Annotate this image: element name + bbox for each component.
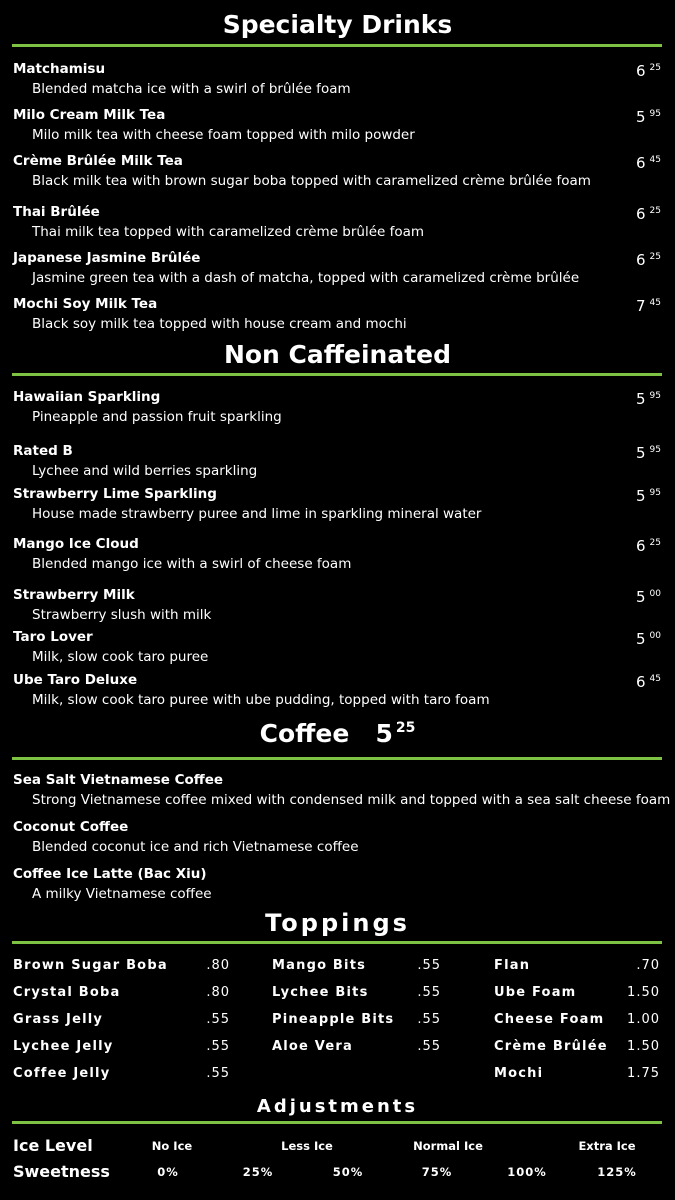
price-dollars: 6: [636, 537, 646, 555]
topping-name: Crystal Boba: [13, 985, 121, 1000]
coffee-price-cents: 25: [395, 720, 416, 736]
menu-item-description: Blended matcha ice with a swirl of brûlée foam: [32, 81, 351, 97]
price-dollars: 6: [636, 154, 646, 172]
menu-item-price: [636, 297, 661, 315]
topping-name: Mango Bits: [272, 958, 367, 973]
price-cents: 95: [649, 109, 661, 119]
menu-item-price: [636, 108, 661, 126]
coffee-title: Coffee: [259, 719, 350, 748]
section-title-toppings: Toppings: [265, 909, 410, 937]
menu-item-description: Black soy milk tea topped with house cream and mochi: [32, 316, 407, 332]
price-cents: 45: [649, 674, 661, 684]
price-dollars: 6: [636, 251, 646, 269]
topping-price: .55: [417, 958, 441, 973]
price-cents: 95: [649, 445, 661, 455]
menu-item-description: Blended mango ice with a swirl of cheese foam: [32, 556, 352, 572]
menu-item-name: Coconut Coffee: [13, 819, 129, 835]
menu-item-description: Lychee and wild berries sparkling: [32, 463, 258, 479]
menu-item-description: Milo milk tea with cheese foam topped with milo powder: [32, 127, 415, 143]
topping-price: 1.50: [627, 985, 660, 1000]
menu-item-name: Thai Brûlée: [13, 204, 100, 220]
topping-price: .80: [206, 985, 230, 1000]
menu-item-name: Japanese Jasmine Brûlée: [13, 250, 201, 266]
topping-name: Mochi: [494, 1066, 544, 1081]
section-title-specialty: Specialty Drinks: [222, 10, 453, 39]
topping-price: .55: [417, 985, 441, 1000]
menu-item-price: [636, 390, 661, 408]
topping-name: Cheese Foam: [494, 1012, 605, 1027]
topping-price: .70: [636, 958, 660, 973]
section-divider: [12, 941, 662, 944]
section-divider: [12, 757, 662, 760]
menu-item-name: Coffee Ice Latte (Bac Xiu): [13, 866, 207, 882]
menu-item-description: Blended coconut ice and rich Vietnamese coffee: [32, 839, 359, 855]
ice-level-option: Extra Ice: [578, 1139, 636, 1153]
menu-item-price: [636, 444, 661, 462]
topping-name: Coffee Jelly: [13, 1066, 111, 1081]
menu-item-name: Crème Brûlée Milk Tea: [13, 153, 183, 169]
topping-price: 1.00: [627, 1012, 660, 1027]
topping-price: .55: [206, 1039, 230, 1054]
ice-level-option: No Ice: [151, 1139, 193, 1153]
sweetness-option: 25%: [242, 1165, 274, 1179]
topping-name: Pineapple Bits: [272, 1012, 395, 1027]
price-cents: 00: [649, 589, 661, 599]
price-dollars: 7: [636, 297, 646, 315]
topping-name: Grass Jelly: [13, 1012, 104, 1027]
menu-item-name: Matchamisu: [13, 61, 106, 77]
menu-item-price: [636, 537, 661, 555]
menu-item-name: Ube Taro Deluxe: [13, 672, 138, 688]
topping-name: Crème Brûlée: [494, 1039, 608, 1054]
ice-level-label: Ice Level: [13, 1136, 93, 1155]
topping-price: 1.50: [627, 1039, 660, 1054]
price-dollars: 5: [636, 630, 646, 648]
menu-item-name: Strawberry Lime Sparkling: [13, 486, 217, 502]
menu-item-description: Black milk tea with brown sugar boba topped with caramelized crème brûlée foam: [32, 173, 591, 189]
sweetness-option: 125%: [597, 1165, 637, 1179]
section-title-coffee: [0, 719, 675, 748]
price-dollars: 5: [636, 588, 646, 606]
section-divider: [12, 44, 662, 47]
price-cents: 25: [649, 63, 661, 73]
menu-item-description: Pineapple and passion fruit sparkling: [32, 409, 282, 425]
price-cents: 45: [649, 155, 661, 165]
menu-item-name: Taro Lover: [13, 629, 93, 645]
menu-item-description: Jasmine green tea with a dash of matcha, topped with caramelized crème brûlée: [32, 270, 580, 286]
topping-name: Lychee Bits: [272, 985, 369, 1000]
sweetness-option: 100%: [507, 1165, 547, 1179]
menu-item-price: [636, 251, 661, 269]
menu-item-price: [636, 588, 661, 606]
menu-item-description: Milk, slow cook taro puree with ube pudding, topped with taro foam: [32, 692, 490, 708]
topping-price: .55: [206, 1066, 230, 1081]
price-dollars: 5: [636, 444, 646, 462]
menu-item-name: Milo Cream Milk Tea: [13, 107, 166, 123]
topping-price: .55: [417, 1012, 441, 1027]
topping-name: Flan: [494, 958, 531, 973]
menu-item-name: Mochi Soy Milk Tea: [13, 296, 158, 312]
section-divider: [12, 1121, 662, 1124]
menu-item-description: Thai milk tea topped with caramelized crème brûlée foam: [32, 224, 425, 240]
price-dollars: 5: [636, 487, 646, 505]
price-dollars: 6: [636, 62, 646, 80]
topping-price: .55: [206, 1012, 230, 1027]
menu-item-description: Strong Vietnamese coffee mixed with condensed milk and topped with a sea salt cheese foam: [32, 792, 671, 808]
topping-price: 1.75: [627, 1066, 660, 1081]
menu-item-name: Strawberry Milk: [13, 587, 135, 603]
topping-name: Brown Sugar Boba: [13, 958, 168, 973]
section-divider: [12, 373, 662, 376]
menu-item-description: Milk, slow cook taro puree: [32, 649, 209, 665]
menu-item-description: House made strawberry puree and lime in sparkling mineral water: [32, 506, 482, 522]
price-dollars: 6: [636, 205, 646, 223]
section-title-adjustments: Adjustments: [256, 1096, 419, 1117]
menu-item-price: [636, 487, 661, 505]
menu-item-description: Strawberry slush with milk: [32, 607, 212, 623]
price-cents: 25: [649, 206, 661, 216]
section-title-non-caffeinated: Non Caffeinated: [223, 340, 452, 369]
price-dollars: 5: [636, 390, 646, 408]
sweetness-option: 0%: [157, 1165, 179, 1179]
topping-price: .55: [417, 1039, 441, 1054]
topping-price: .80: [206, 958, 230, 973]
sweetness-option: 75%: [421, 1165, 453, 1179]
menu-item-price: [636, 630, 661, 648]
price-cents: 00: [649, 631, 661, 641]
price-cents: 95: [649, 391, 661, 401]
sweetness-option: 50%: [332, 1165, 364, 1179]
menu-item-name: Sea Salt Vietnamese Coffee: [13, 772, 224, 788]
menu-item-description: A milky Vietnamese coffee: [32, 886, 212, 902]
topping-name: Lychee Jelly: [13, 1039, 114, 1054]
ice-level-option: Normal Ice: [413, 1139, 483, 1153]
topping-name: Ube Foam: [494, 985, 577, 1000]
price-cents: 45: [649, 298, 661, 308]
coffee-price: 5: [375, 719, 393, 748]
menu-item-price: [636, 673, 661, 691]
price-cents: 95: [649, 488, 661, 498]
price-dollars: 6: [636, 673, 646, 691]
menu-item-price: [636, 205, 661, 223]
menu-item-name: Rated B: [13, 443, 73, 459]
topping-name: Aloe Vera: [272, 1039, 353, 1054]
ice-level-option: Less Ice: [281, 1139, 333, 1153]
price-cents: 25: [649, 252, 661, 262]
price-dollars: 5: [636, 108, 646, 126]
menu-item-name: Mango Ice Cloud: [13, 536, 139, 552]
price-cents: 25: [649, 538, 661, 548]
menu-item-name: Hawaiian Sparkling: [13, 389, 161, 405]
menu-item-price: [636, 62, 661, 80]
menu-item-price: [636, 154, 661, 172]
sweetness-label: Sweetness: [13, 1162, 110, 1181]
